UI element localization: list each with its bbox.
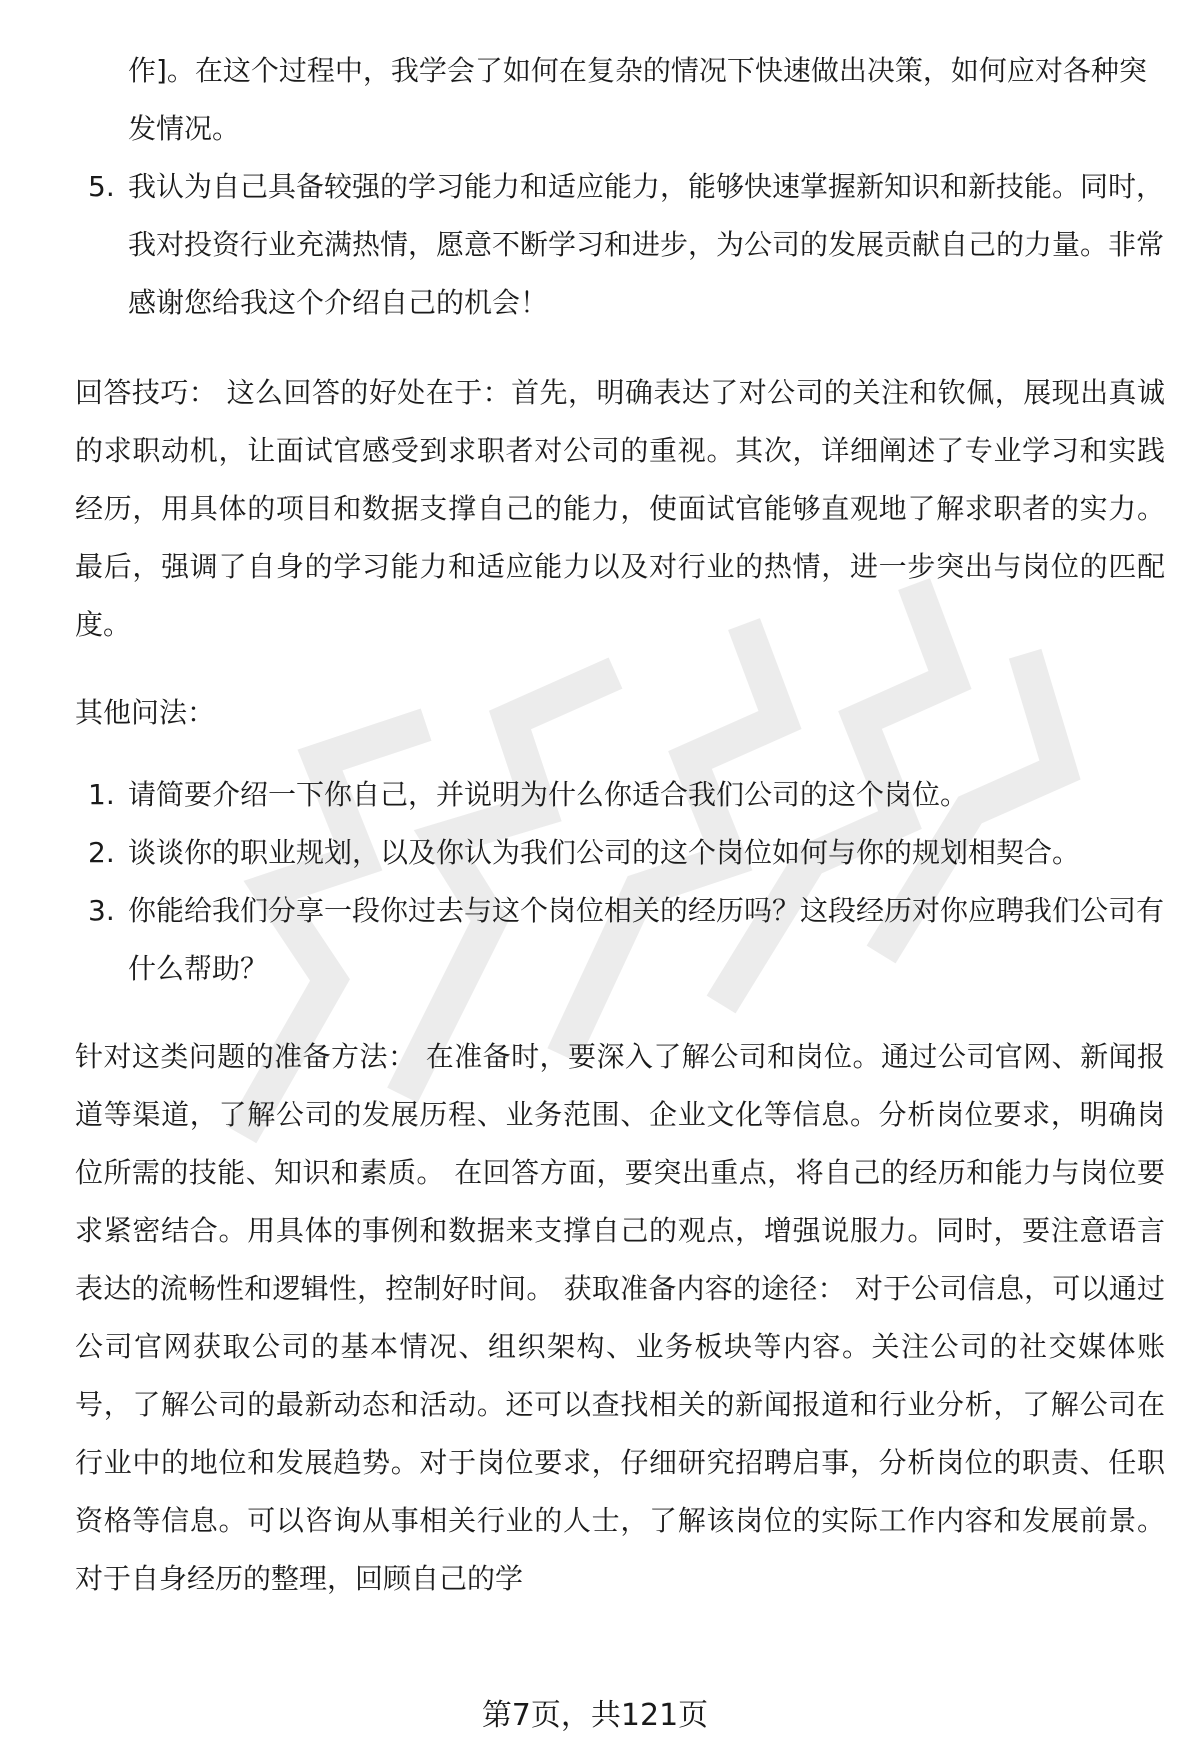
list-item <box>75 158 1165 332</box>
answer-tips-paragraph: 回答技巧： 这么回答的好处在于：首先，明确表达了对公司的关注和钦佩，展现出真诚的求职动机，让面试官感受到求职者对公司的重视。其次，详细阐述了专业学习和实践经历，用具体的项目和数据支撑自己的能力，使面试官能够直观地了解求职者的实力。最后，强调了自身的学习能力和适应能力以及对行业的热情，进一步突出与岗位的匹配度。 <box>75 376 1165 641</box>
list-item <box>75 824 1165 882</box>
page-content <box>75 42 1165 1608</box>
list-item <box>75 766 1165 824</box>
list-item-text: 谈谈你的职业规划，以及你认为我们公司的这个岗位如何与你的规划相契合。 <box>128 836 1081 869</box>
answer-list <box>75 158 1165 332</box>
list-number: 3. <box>88 894 115 927</box>
other-questions-heading: 其他问法： <box>75 696 216 729</box>
other-questions-list <box>75 766 1165 998</box>
list-item <box>75 882 1165 998</box>
page-number-footer: 第7页，共121页 <box>481 1698 709 1733</box>
list-item-text: 我认为自己具备较强的学习能力和适应能力，能够快速掌握新知识和新技能。同时，我对投资行业充满热情，愿意不断学习和进步，为公司的发展贡献自己的力量。非常感谢您给我这个介绍自己的机会！ <box>128 170 1165 319</box>
list-item-text: 你能给我们分享一段你过去与这个岗位相关的经历吗？这段经历对你应聘我们公司有什么帮助？ <box>128 894 1165 985</box>
list-number: 1. <box>88 778 115 811</box>
list-number: 2. <box>88 836 115 869</box>
preparation-paragraph: 针对这类问题的准备方法： 在准备时，要深入了解公司和岗位。通过公司官网、新闻报道等渠道，了解公司的发展历程、业务范围、企业文化等信息。分析岗位要求，明确岗位所需的技能、知识和素质。 在回答方面，要突出重点，将自己的经历和能力与岗位要求紧密结合。用具体的事例和数据来支撑自己的观点，增强说服力。同时，要注意语言表达的流畅性和逻辑性，控制好时间。 获取准备内容的途径： 对于公司信息，可以通过公司官网获取公司的基本情况、组织架构、业务板块等内容。关注公司的社交媒体账号，了解公司的最新动态和活动。还可以查找相关的新闻报道和行业分析，了解公司在行业中的地位和发展趋势。对于岗位要求，仔细研究招聘启事，分析岗位的职责、任职资格等信息。可以咨询从事相关行业的人士，了解该岗位的实际工作内容和发展前景。对于自身经历的整理，回顾自己的学 <box>75 1040 1165 1595</box>
continuation-paragraph: 作]。在这个过程中，我学会了如何在复杂的情况下快速做出决策，如何应对各种突发情况。 <box>128 54 1147 145</box>
list-item-text: 请简要介绍一下你自己，并说明为什么你适合我们公司的这个岗位。 <box>128 778 969 811</box>
list-number: 5. <box>88 170 115 203</box>
